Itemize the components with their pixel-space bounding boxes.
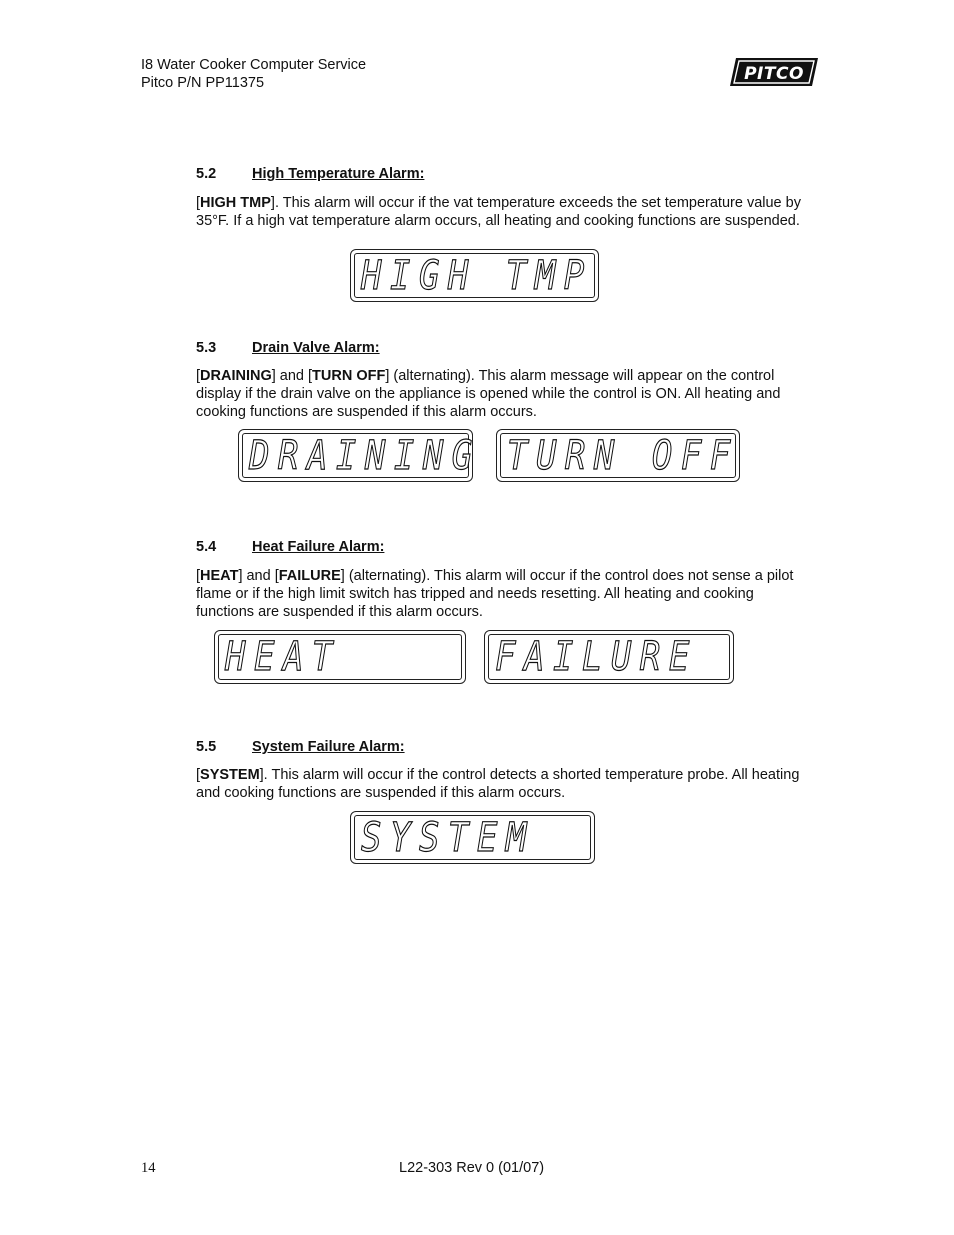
display-failure [484, 630, 734, 684]
alarm-code: HEAT [200, 568, 239, 584]
page-number: 14 [141, 1160, 156, 1176]
display-text: DRAINING [249, 433, 481, 479]
document-revision: L22-303 Rev 0 (01/07) [399, 1160, 545, 1176]
display-text: HEAT [225, 634, 341, 680]
paragraph-text: ] (alternating). This alarm message will appear on the control display if the drain valve on the appliance is opened while the control is ON. All heating and cooking functions are suspended if this alarm occurs. [196, 368, 781, 420]
header-part-number: Pitco P/N PP11375 [141, 75, 265, 91]
alarm-code: FAILURE [278, 568, 341, 584]
header-title: I8 Water Cooker Computer Service [141, 57, 367, 73]
section-5-5-paragraph [196, 766, 808, 802]
paragraph-text: [ [196, 767, 201, 783]
section-5-5-title: 5.5 System Failure Alarm: [196, 739, 405, 755]
paragraph-text: ] and [ [271, 368, 313, 384]
paragraph-text: [ [196, 368, 201, 384]
alarm-code: SYSTEM [200, 767, 260, 783]
pitco-logo [728, 56, 820, 88]
display-high-tmp [350, 249, 599, 302]
svg-text:PITCO: PITCO [744, 64, 804, 84]
display-heat [214, 630, 466, 684]
paragraph-text: ]. This alarm will occur if the vat temperature exceeds the set temperature value by 35°F. If a high vat temperature alarm occurs, all heating and cooking functions are suspended. [196, 195, 801, 229]
paragraph-text: ]. This alarm will occur if the control detects a shorted temperature probe. All heating and cooking functions are suspended if this alarm occurs. [196, 767, 800, 801]
paragraph-text: [ [196, 568, 201, 584]
display-text: HIGH TMP [361, 253, 593, 299]
display-text: SYSTEM [361, 815, 535, 861]
section-5-3-title: 5.3 Drain Valve Alarm: [196, 340, 380, 356]
display-turn-off [496, 429, 740, 482]
display-text: FAILURE [495, 634, 698, 680]
section-5-2-title: 5.2 High Temperature Alarm: [196, 166, 425, 182]
paragraph-text: ] (alternating). This alarm will occur if the control does not sense a pilot flame or if the high limit switch has tripped and needs resetting. All heating and cooking functions are suspended if this alarm occurs. [196, 568, 794, 620]
paragraph-text: ] and [ [238, 568, 279, 584]
alarm-code: HIGH TMP [200, 195, 271, 211]
section-5-2-paragraph [196, 194, 808, 230]
document-header [141, 56, 366, 92]
display-system [350, 811, 595, 864]
display-draining [238, 429, 481, 482]
section-5-3-paragraph [196, 367, 808, 421]
display-text: TURN OFF [507, 433, 739, 479]
section-5-4-paragraph [196, 567, 808, 621]
paragraph-text: [ [196, 195, 201, 211]
alarm-code: DRAINING [200, 368, 272, 384]
section-5-4-title: 5.4 Heat Failure Alarm: [196, 539, 385, 555]
alarm-code: TURN OFF [312, 368, 386, 384]
